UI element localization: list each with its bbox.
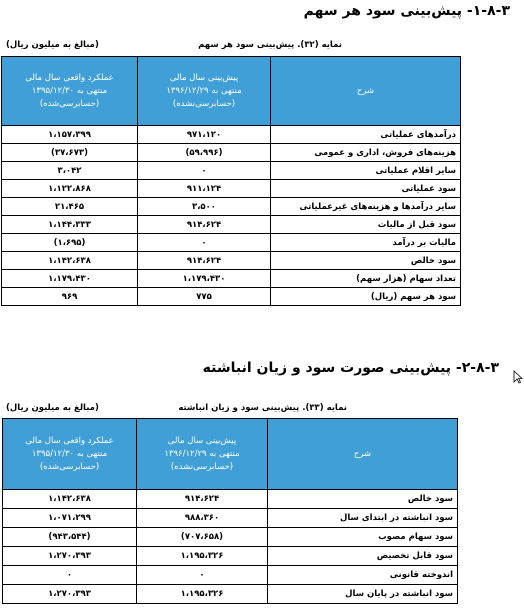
row-label: سود سهام مصوب (268, 528, 458, 547)
table-row (3, 566, 458, 585)
forecast-value: ۷۷۵ (138, 288, 271, 306)
section2-unit: (مبالغ به میلیون ریال) (6, 403, 99, 413)
forecast-value: ۹۷۱،۱۲۰ (138, 126, 271, 144)
actual-value: ۲۱،۴۶۵ (2, 198, 138, 216)
column-header-forecast: پیش‌بینی سال مالی منتهی به ۱۳۹۶/۱۲/۲۹ (حسابرسی‌نشده) (138, 57, 271, 126)
forecast-value: ۰ (138, 162, 271, 180)
table-row (3, 490, 458, 509)
actual-value: ۱،۱۴۲،۶۳۸ (3, 490, 137, 509)
row-label: سود قابل تخصیص (268, 547, 458, 566)
mouse-cursor-icon (513, 370, 523, 384)
forecast-value: ۹۱۱،۱۲۴ (138, 180, 271, 198)
row-label: هزینه‌های فروش، اداری و عمومی (271, 144, 461, 162)
section2-caption: نمایه (۳۳). پیش‌بینی سود و زیان انباشته (178, 403, 347, 413)
forecast-value: ۰ (138, 234, 271, 252)
table-row (2, 216, 461, 234)
table-row (2, 162, 461, 180)
row-label: سایر اقلام عملیاتی (271, 162, 461, 180)
row-label: سود قبل از مالیات (271, 216, 461, 234)
forecast-value: ۳،۵۰۰ (138, 198, 271, 216)
table-row (2, 144, 461, 162)
column-header-actual: عملکرد واقعی سال مالی منتهی به ۱۳۹۵/۱۲/۳۰ (حسابرسی‌شده) (2, 57, 138, 126)
column-header-desc: شرح (271, 57, 461, 126)
actual-value: ۱،۱۴۴،۳۳۳ (2, 216, 138, 234)
section1-title: ۱-۸-۳- پیش‌بینی سود هر سهم (303, 3, 510, 19)
forecast-value: ۹۸۸،۳۶۰ (137, 509, 268, 528)
column-header-forecast: پیش‌بینی سال مالی منتهی به ۱۳۹۶/۱۲/۲۹ (حسابرسی‌نشده) (137, 419, 268, 490)
row-label: سود انباشته در ابتدای سال (268, 509, 458, 528)
forecast-value: ۹۱۴،۶۲۴ (138, 216, 271, 234)
table-row (2, 234, 461, 252)
actual-value: ۹۶۹ (2, 288, 138, 306)
row-label: درآمدهای عملیاتی (271, 126, 461, 144)
row-label: مالیات بر درآمد (271, 234, 461, 252)
table-row (3, 547, 458, 566)
table-row (2, 180, 461, 198)
actual-value: ۱،۲۷۰،۳۹۳ (3, 547, 137, 566)
section2-title: ۲-۸-۳- پیش‌بینی صورت سود و زیان انباشته (202, 360, 499, 376)
table-row (2, 198, 461, 216)
row-label: سود خالص (268, 490, 458, 509)
section1-caption: نمایه (۳۲). پیش‌بینی سود هر سهم (198, 40, 342, 50)
actual-value: ۱،۱۵۷،۳۹۹ (2, 126, 138, 144)
row-label: سود انباشته در پایان سال (268, 585, 458, 604)
table-row (3, 585, 458, 604)
actual-value: ۰ (3, 566, 137, 585)
actual-value: ۱،۲۷۰،۳۹۳ (3, 585, 137, 604)
actual-value: ۱،۰۷۱،۲۹۹ (3, 509, 137, 528)
forecast-value: ۰ (137, 566, 268, 585)
forecast-value: ۹۱۴،۶۲۴ (138, 252, 271, 270)
table-row (2, 270, 461, 288)
column-header-desc: شرح (268, 419, 458, 490)
forecast-value: (۵۹،۹۹۶) (138, 144, 271, 162)
actual-value: ۱،۱۷۹،۴۳۰ (2, 270, 138, 288)
row-label: سایر درآمدها و هزینه‌های غیرعملیاتی (271, 198, 461, 216)
table-row (3, 509, 458, 528)
row-label: سود عملیاتی (271, 180, 461, 198)
actual-value: (۹۴۳،۵۴۴) (3, 528, 137, 547)
actual-value: ۳،۰۴۲ (2, 162, 138, 180)
forecast-value: ۱،۱۹۵،۳۲۶ (137, 585, 268, 604)
forecast-value: ۱،۱۷۹،۴۳۰ (138, 270, 271, 288)
actual-value: (۱،۶۹۵) (2, 234, 138, 252)
row-label: سود هر سهم (ریال) (271, 288, 461, 306)
column-header-actual: عملکرد واقعی سال مالی منتهی به ۱۳۹۵/۱۲/۳۰ (حسابرسی‌شده) (3, 419, 137, 490)
actual-value: ۱،۱۲۲،۸۶۸ (2, 180, 138, 198)
table-row (2, 288, 461, 306)
actual-value: ۱،۱۴۲،۶۳۸ (2, 252, 138, 270)
table-row (2, 252, 461, 270)
row-label: تعداد سهام (هزار سهم) (271, 270, 461, 288)
retained-earnings-table (2, 418, 458, 604)
eps-forecast-table (1, 56, 461, 306)
table-row (2, 126, 461, 144)
forecast-value: (۷۰۷،۶۵۸) (137, 528, 268, 547)
forecast-value: ۱،۱۹۵،۳۲۶ (137, 547, 268, 566)
row-label: اندوخته قانونی (268, 566, 458, 585)
actual-value: (۳۷،۶۷۳) (2, 144, 138, 162)
row-label: سود خالص (271, 252, 461, 270)
table-row (3, 528, 458, 547)
forecast-value: ۹۱۴،۶۲۴ (137, 490, 268, 509)
section1-unit: (مبالغ به میلیون ریال) (6, 40, 99, 50)
